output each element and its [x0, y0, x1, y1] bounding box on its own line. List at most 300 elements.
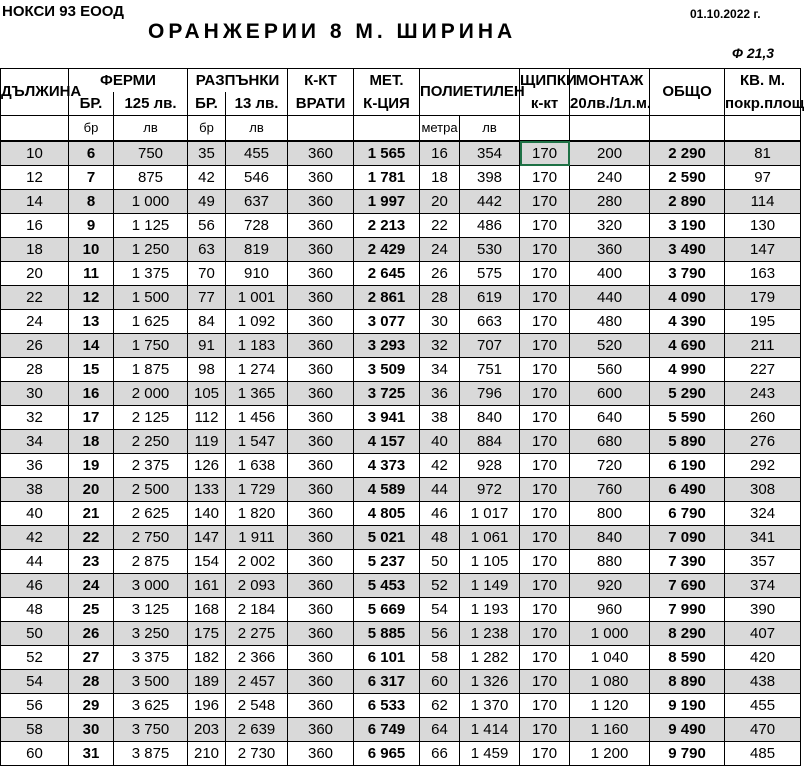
cell-braces-count[interactable]: 154: [188, 550, 226, 574]
cell-braces-count[interactable]: 49: [188, 190, 226, 214]
cell-poly-price[interactable]: 707: [460, 334, 520, 358]
cell-metal[interactable]: 4 805: [354, 502, 420, 526]
cell-length[interactable]: 54: [1, 670, 69, 694]
cell-braces-count[interactable]: 42: [188, 166, 226, 190]
cell-trusses-count[interactable]: 6: [69, 141, 114, 166]
cell-trusses-price[interactable]: 3 750: [114, 718, 188, 742]
cell-trusses-count[interactable]: 18: [69, 430, 114, 454]
cell-poly-price[interactable]: 884: [460, 430, 520, 454]
cell-doors[interactable]: 360: [288, 598, 354, 622]
cell-length[interactable]: 52: [1, 646, 69, 670]
cell-area[interactable]: 438: [725, 670, 801, 694]
cell-doors[interactable]: 360: [288, 622, 354, 646]
cell-trusses-price[interactable]: 2 125: [114, 406, 188, 430]
cell-trusses-price[interactable]: 3 250: [114, 622, 188, 646]
cell-doors[interactable]: 360: [288, 286, 354, 310]
cell-metal[interactable]: 3 077: [354, 310, 420, 334]
cell-trusses-price[interactable]: 3 000: [114, 574, 188, 598]
cell-braces-count[interactable]: 105: [188, 382, 226, 406]
cell-poly-meters[interactable]: 16: [420, 141, 460, 166]
cell-area[interactable]: 455: [725, 694, 801, 718]
cell-doors[interactable]: 360: [288, 574, 354, 598]
cell-braces-price[interactable]: 2 275: [226, 622, 288, 646]
cell-braces-count[interactable]: 189: [188, 670, 226, 694]
cell-assembly[interactable]: 920: [570, 574, 650, 598]
cell-poly-price[interactable]: 1 414: [460, 718, 520, 742]
cell-trusses-count[interactable]: 7: [69, 166, 114, 190]
cell-doors[interactable]: 360: [288, 334, 354, 358]
cell-trusses-price[interactable]: 2 875: [114, 550, 188, 574]
cell-braces-count[interactable]: 63: [188, 238, 226, 262]
cell-area[interactable]: 179: [725, 286, 801, 310]
cell-assembly[interactable]: 640: [570, 406, 650, 430]
cell-trusses-price[interactable]: 2 375: [114, 454, 188, 478]
cell-doors[interactable]: 360: [288, 478, 354, 502]
cell-trusses-price[interactable]: 3 125: [114, 598, 188, 622]
cell-length[interactable]: 50: [1, 622, 69, 646]
cell-length[interactable]: 28: [1, 358, 69, 382]
cell-total[interactable]: 8 590: [650, 646, 725, 670]
cell-clips[interactable]: 170: [520, 670, 570, 694]
cell-braces-count[interactable]: 196: [188, 694, 226, 718]
cell-poly-price[interactable]: 354: [460, 141, 520, 166]
cell-braces-count[interactable]: 35: [188, 141, 226, 166]
cell-assembly[interactable]: 480: [570, 310, 650, 334]
cell-doors[interactable]: 360: [288, 310, 354, 334]
cell-doors[interactable]: 360: [288, 742, 354, 766]
cell-braces-price[interactable]: 1 365: [226, 382, 288, 406]
cell-poly-price[interactable]: 751: [460, 358, 520, 382]
cell-poly-price[interactable]: 1 459: [460, 742, 520, 766]
cell-poly-meters[interactable]: 64: [420, 718, 460, 742]
cell-clips[interactable]: 170: [520, 742, 570, 766]
cell-clips[interactable]: 170: [520, 358, 570, 382]
cell-trusses-price[interactable]: 750: [114, 141, 188, 166]
cell-trusses-count[interactable]: 28: [69, 670, 114, 694]
cell-trusses-price[interactable]: 2 000: [114, 382, 188, 406]
cell-doors[interactable]: 360: [288, 646, 354, 670]
cell-braces-price[interactable]: 2 639: [226, 718, 288, 742]
cell-assembly[interactable]: 720: [570, 454, 650, 478]
cell-poly-meters[interactable]: 58: [420, 646, 460, 670]
cell-braces-count[interactable]: 203: [188, 718, 226, 742]
cell-poly-meters[interactable]: 20: [420, 190, 460, 214]
cell-length[interactable]: 48: [1, 598, 69, 622]
cell-metal[interactable]: 1 781: [354, 166, 420, 190]
cell-braces-price[interactable]: 1 183: [226, 334, 288, 358]
cell-clips[interactable]: 170: [520, 406, 570, 430]
cell-area[interactable]: 341: [725, 526, 801, 550]
cell-area[interactable]: 357: [725, 550, 801, 574]
cell-braces-price[interactable]: 728: [226, 214, 288, 238]
cell-clips[interactable]: 170: [520, 478, 570, 502]
cell-poly-price[interactable]: 575: [460, 262, 520, 286]
cell-braces-count[interactable]: 119: [188, 430, 226, 454]
cell-total[interactable]: 7 390: [650, 550, 725, 574]
cell-braces-price[interactable]: 1 456: [226, 406, 288, 430]
cell-trusses-price[interactable]: 2 500: [114, 478, 188, 502]
cell-trusses-count[interactable]: 27: [69, 646, 114, 670]
cell-assembly[interactable]: 520: [570, 334, 650, 358]
cell-poly-price[interactable]: 796: [460, 382, 520, 406]
cell-poly-meters[interactable]: 42: [420, 454, 460, 478]
cell-trusses-count[interactable]: 29: [69, 694, 114, 718]
cell-trusses-count[interactable]: 22: [69, 526, 114, 550]
cell-assembly[interactable]: 800: [570, 502, 650, 526]
cell-assembly[interactable]: 1 040: [570, 646, 650, 670]
cell-poly-meters[interactable]: 30: [420, 310, 460, 334]
cell-total[interactable]: 8 290: [650, 622, 725, 646]
cell-total[interactable]: 9 490: [650, 718, 725, 742]
cell-poly-price[interactable]: 1 238: [460, 622, 520, 646]
cell-poly-price[interactable]: 619: [460, 286, 520, 310]
cell-trusses-price[interactable]: 2 250: [114, 430, 188, 454]
cell-area[interactable]: 374: [725, 574, 801, 598]
cell-metal[interactable]: 6 965: [354, 742, 420, 766]
cell-poly-price[interactable]: 928: [460, 454, 520, 478]
cell-braces-price[interactable]: 455: [226, 141, 288, 166]
cell-poly-meters[interactable]: 34: [420, 358, 460, 382]
cell-poly-meters[interactable]: 52: [420, 574, 460, 598]
cell-metal[interactable]: 6 317: [354, 670, 420, 694]
cell-braces-price[interactable]: 2 184: [226, 598, 288, 622]
cell-metal[interactable]: 2 429: [354, 238, 420, 262]
cell-braces-count[interactable]: 168: [188, 598, 226, 622]
cell-area[interactable]: 243: [725, 382, 801, 406]
cell-clips[interactable]: 170: [520, 430, 570, 454]
cell-doors[interactable]: 360: [288, 190, 354, 214]
cell-metal[interactable]: 6 101: [354, 646, 420, 670]
cell-poly-meters[interactable]: 40: [420, 430, 460, 454]
cell-area[interactable]: 324: [725, 502, 801, 526]
cell-poly-meters[interactable]: 60: [420, 670, 460, 694]
cell-trusses-count[interactable]: 25: [69, 598, 114, 622]
cell-metal[interactable]: 4 589: [354, 478, 420, 502]
cell-braces-price[interactable]: 1 729: [226, 478, 288, 502]
cell-area[interactable]: 420: [725, 646, 801, 670]
cell-clips[interactable]: 170: [520, 190, 570, 214]
cell-total[interactable]: 5 290: [650, 382, 725, 406]
cell-total[interactable]: 5 890: [650, 430, 725, 454]
cell-doors[interactable]: 360: [288, 141, 354, 166]
cell-trusses-price[interactable]: 875: [114, 166, 188, 190]
cell-area[interactable]: 407: [725, 622, 801, 646]
cell-metal[interactable]: 5 237: [354, 550, 420, 574]
cell-braces-price[interactable]: 2 366: [226, 646, 288, 670]
cell-braces-count[interactable]: 161: [188, 574, 226, 598]
cell-total[interactable]: 3 490: [650, 238, 725, 262]
cell-metal[interactable]: 4 373: [354, 454, 420, 478]
cell-assembly[interactable]: 1 080: [570, 670, 650, 694]
cell-area[interactable]: 163: [725, 262, 801, 286]
cell-trusses-count[interactable]: 11: [69, 262, 114, 286]
cell-length[interactable]: 22: [1, 286, 69, 310]
cell-metal[interactable]: 2 861: [354, 286, 420, 310]
cell-poly-price[interactable]: 1 149: [460, 574, 520, 598]
cell-braces-count[interactable]: 98: [188, 358, 226, 382]
cell-area[interactable]: 97: [725, 166, 801, 190]
cell-poly-meters[interactable]: 62: [420, 694, 460, 718]
cell-braces-count[interactable]: 126: [188, 454, 226, 478]
cell-braces-count[interactable]: 84: [188, 310, 226, 334]
cell-braces-count[interactable]: 175: [188, 622, 226, 646]
cell-doors[interactable]: 360: [288, 406, 354, 430]
cell-total[interactable]: 4 390: [650, 310, 725, 334]
cell-assembly[interactable]: 360: [570, 238, 650, 262]
cell-assembly[interactable]: 320: [570, 214, 650, 238]
cell-clips[interactable]: 170: [520, 718, 570, 742]
cell-metal[interactable]: 3 725: [354, 382, 420, 406]
cell-poly-price[interactable]: 398: [460, 166, 520, 190]
cell-doors[interactable]: 360: [288, 454, 354, 478]
cell-trusses-price[interactable]: 1 625: [114, 310, 188, 334]
cell-trusses-count[interactable]: 20: [69, 478, 114, 502]
cell-metal[interactable]: 1 565: [354, 141, 420, 166]
cell-length[interactable]: 20: [1, 262, 69, 286]
cell-assembly[interactable]: 200: [570, 141, 650, 166]
cell-clips[interactable]: 170: [520, 286, 570, 310]
cell-length[interactable]: 30: [1, 382, 69, 406]
cell-poly-meters[interactable]: 22: [420, 214, 460, 238]
cell-total[interactable]: 3 190: [650, 214, 725, 238]
cell-total[interactable]: 8 890: [650, 670, 725, 694]
cell-assembly[interactable]: 440: [570, 286, 650, 310]
cell-length[interactable]: 60: [1, 742, 69, 766]
cell-braces-count[interactable]: 112: [188, 406, 226, 430]
cell-total[interactable]: 2 890: [650, 190, 725, 214]
cell-trusses-count[interactable]: 8: [69, 190, 114, 214]
cell-length[interactable]: 36: [1, 454, 69, 478]
cell-poly-meters[interactable]: 38: [420, 406, 460, 430]
cell-braces-price[interactable]: 2 093: [226, 574, 288, 598]
cell-clips[interactable]: 170: [520, 502, 570, 526]
cell-total[interactable]: 9 790: [650, 742, 725, 766]
cell-assembly[interactable]: 840: [570, 526, 650, 550]
cell-length[interactable]: 26: [1, 334, 69, 358]
cell-trusses-price[interactable]: 1 375: [114, 262, 188, 286]
cell-length[interactable]: 34: [1, 430, 69, 454]
cell-clips[interactable]: 170: [520, 262, 570, 286]
cell-total[interactable]: 2 590: [650, 166, 725, 190]
cell-poly-meters[interactable]: 48: [420, 526, 460, 550]
cell-braces-price[interactable]: 1 001: [226, 286, 288, 310]
cell-metal[interactable]: 5 453: [354, 574, 420, 598]
cell-length[interactable]: 46: [1, 574, 69, 598]
cell-clips[interactable]: 170: [520, 574, 570, 598]
cell-doors[interactable]: 360: [288, 718, 354, 742]
cell-clips[interactable]: 170: [520, 214, 570, 238]
cell-length[interactable]: 56: [1, 694, 69, 718]
cell-clips[interactable]: 170: [520, 598, 570, 622]
cell-total[interactable]: 7 090: [650, 526, 725, 550]
cell-trusses-count[interactable]: 13: [69, 310, 114, 334]
cell-length[interactable]: 18: [1, 238, 69, 262]
cell-poly-price[interactable]: 840: [460, 406, 520, 430]
cell-metal[interactable]: 2 645: [354, 262, 420, 286]
cell-total[interactable]: 4 990: [650, 358, 725, 382]
cell-trusses-count[interactable]: 9: [69, 214, 114, 238]
cell-metal[interactable]: 3 509: [354, 358, 420, 382]
cell-area[interactable]: 147: [725, 238, 801, 262]
cell-poly-price[interactable]: 1 017: [460, 502, 520, 526]
cell-doors[interactable]: 360: [288, 502, 354, 526]
cell-length[interactable]: 14: [1, 190, 69, 214]
cell-trusses-price[interactable]: 1 750: [114, 334, 188, 358]
cell-trusses-count[interactable]: 15: [69, 358, 114, 382]
cell-braces-price[interactable]: 2 548: [226, 694, 288, 718]
cell-area[interactable]: 81: [725, 141, 801, 166]
cell-braces-price[interactable]: 1 638: [226, 454, 288, 478]
cell-poly-meters[interactable]: 36: [420, 382, 460, 406]
cell-assembly[interactable]: 400: [570, 262, 650, 286]
cell-poly-price[interactable]: 1 326: [460, 670, 520, 694]
cell-length[interactable]: 24: [1, 310, 69, 334]
cell-assembly[interactable]: 280: [570, 190, 650, 214]
cell-clips[interactable]: 170: [520, 646, 570, 670]
cell-braces-count[interactable]: 210: [188, 742, 226, 766]
cell-poly-meters[interactable]: 56: [420, 622, 460, 646]
cell-area[interactable]: 470: [725, 718, 801, 742]
cell-trusses-count[interactable]: 17: [69, 406, 114, 430]
cell-total[interactable]: 6 790: [650, 502, 725, 526]
cell-metal[interactable]: 4 157: [354, 430, 420, 454]
cell-trusses-count[interactable]: 14: [69, 334, 114, 358]
cell-poly-price[interactable]: 1 282: [460, 646, 520, 670]
cell-braces-price[interactable]: 2 002: [226, 550, 288, 574]
cell-total[interactable]: 7 690: [650, 574, 725, 598]
cell-length[interactable]: 12: [1, 166, 69, 190]
cell-braces-count[interactable]: 140: [188, 502, 226, 526]
cell-poly-meters[interactable]: 66: [420, 742, 460, 766]
cell-clips[interactable]: 170: [520, 694, 570, 718]
cell-assembly[interactable]: 760: [570, 478, 650, 502]
cell-trusses-price[interactable]: 3 375: [114, 646, 188, 670]
cell-trusses-count[interactable]: 24: [69, 574, 114, 598]
cell-poly-meters[interactable]: 44: [420, 478, 460, 502]
cell-length[interactable]: 16: [1, 214, 69, 238]
cell-poly-price[interactable]: 530: [460, 238, 520, 262]
cell-poly-meters[interactable]: 54: [420, 598, 460, 622]
cell-area[interactable]: 195: [725, 310, 801, 334]
cell-poly-price[interactable]: 972: [460, 478, 520, 502]
cell-trusses-price[interactable]: 2 625: [114, 502, 188, 526]
cell-trusses-count[interactable]: 19: [69, 454, 114, 478]
cell-assembly[interactable]: 960: [570, 598, 650, 622]
cell-area[interactable]: 260: [725, 406, 801, 430]
cell-trusses-count[interactable]: 10: [69, 238, 114, 262]
cell-braces-count[interactable]: 133: [188, 478, 226, 502]
cell-braces-price[interactable]: 637: [226, 190, 288, 214]
cell-doors[interactable]: 360: [288, 526, 354, 550]
cell-metal[interactable]: 3 293: [354, 334, 420, 358]
cell-assembly[interactable]: 1 200: [570, 742, 650, 766]
cell-braces-count[interactable]: 70: [188, 262, 226, 286]
cell-doors[interactable]: 360: [288, 694, 354, 718]
cell-doors[interactable]: 360: [288, 358, 354, 382]
cell-metal[interactable]: 5 021: [354, 526, 420, 550]
cell-length[interactable]: 10: [1, 141, 69, 166]
cell-clips[interactable]: 170: [520, 238, 570, 262]
cell-doors[interactable]: 360: [288, 670, 354, 694]
cell-trusses-price[interactable]: 1 875: [114, 358, 188, 382]
cell-trusses-count[interactable]: 30: [69, 718, 114, 742]
cell-total[interactable]: 2 290: [650, 141, 725, 166]
cell-braces-price[interactable]: 2 457: [226, 670, 288, 694]
cell-braces-price[interactable]: 910: [226, 262, 288, 286]
cell-clips[interactable]: 170: [520, 622, 570, 646]
cell-trusses-price[interactable]: 3 625: [114, 694, 188, 718]
cell-braces-price[interactable]: 1 911: [226, 526, 288, 550]
cell-trusses-price[interactable]: 3 875: [114, 742, 188, 766]
cell-metal[interactable]: 6 533: [354, 694, 420, 718]
cell-area[interactable]: 308: [725, 478, 801, 502]
cell-area[interactable]: 227: [725, 358, 801, 382]
cell-area[interactable]: 292: [725, 454, 801, 478]
cell-poly-price[interactable]: 1 370: [460, 694, 520, 718]
cell-poly-price[interactable]: 1 105: [460, 550, 520, 574]
cell-trusses-count[interactable]: 16: [69, 382, 114, 406]
cell-doors[interactable]: 360: [288, 166, 354, 190]
cell-clips[interactable]: 170: [520, 454, 570, 478]
cell-clips[interactable]: 170: [520, 550, 570, 574]
cell-assembly[interactable]: 560: [570, 358, 650, 382]
cell-total[interactable]: 6 490: [650, 478, 725, 502]
cell-clips[interactable]: 170: [520, 526, 570, 550]
cell-poly-price[interactable]: 1 193: [460, 598, 520, 622]
cell-braces-price[interactable]: 1 547: [226, 430, 288, 454]
cell-trusses-count[interactable]: 31: [69, 742, 114, 766]
cell-doors[interactable]: 360: [288, 238, 354, 262]
cell-metal[interactable]: 6 749: [354, 718, 420, 742]
cell-length[interactable]: 42: [1, 526, 69, 550]
cell-poly-meters[interactable]: 50: [420, 550, 460, 574]
cell-doors[interactable]: 360: [288, 550, 354, 574]
cell-clips[interactable]: 170: [520, 382, 570, 406]
cell-poly-meters[interactable]: 18: [420, 166, 460, 190]
cell-trusses-price[interactable]: 2 750: [114, 526, 188, 550]
cell-trusses-count[interactable]: 26: [69, 622, 114, 646]
cell-metal[interactable]: 5 669: [354, 598, 420, 622]
cell-assembly[interactable]: 1 160: [570, 718, 650, 742]
cell-total[interactable]: 3 790: [650, 262, 725, 286]
cell-poly-meters[interactable]: 46: [420, 502, 460, 526]
cell-poly-meters[interactable]: 32: [420, 334, 460, 358]
cell-area[interactable]: 114: [725, 190, 801, 214]
cell-braces-price[interactable]: 546: [226, 166, 288, 190]
cell-metal[interactable]: 1 997: [354, 190, 420, 214]
cell-poly-price[interactable]: 486: [460, 214, 520, 238]
cell-assembly[interactable]: 680: [570, 430, 650, 454]
cell-area[interactable]: 276: [725, 430, 801, 454]
cell-braces-count[interactable]: 147: [188, 526, 226, 550]
cell-poly-price[interactable]: 442: [460, 190, 520, 214]
cell-trusses-price[interactable]: 1 250: [114, 238, 188, 262]
cell-clips[interactable]: 170: [520, 310, 570, 334]
cell-total[interactable]: 5 590: [650, 406, 725, 430]
cell-length[interactable]: 32: [1, 406, 69, 430]
cell-total[interactable]: 6 190: [650, 454, 725, 478]
cell-assembly[interactable]: 1 120: [570, 694, 650, 718]
cell-area[interactable]: 211: [725, 334, 801, 358]
cell-trusses-price[interactable]: 1 500: [114, 286, 188, 310]
cell-doors[interactable]: 360: [288, 214, 354, 238]
cell-trusses-price[interactable]: 3 500: [114, 670, 188, 694]
cell-poly-meters[interactable]: 24: [420, 238, 460, 262]
cell-doors[interactable]: 360: [288, 382, 354, 406]
cell-total[interactable]: 9 190: [650, 694, 725, 718]
cell-area[interactable]: 485: [725, 742, 801, 766]
cell-braces-count[interactable]: 91: [188, 334, 226, 358]
